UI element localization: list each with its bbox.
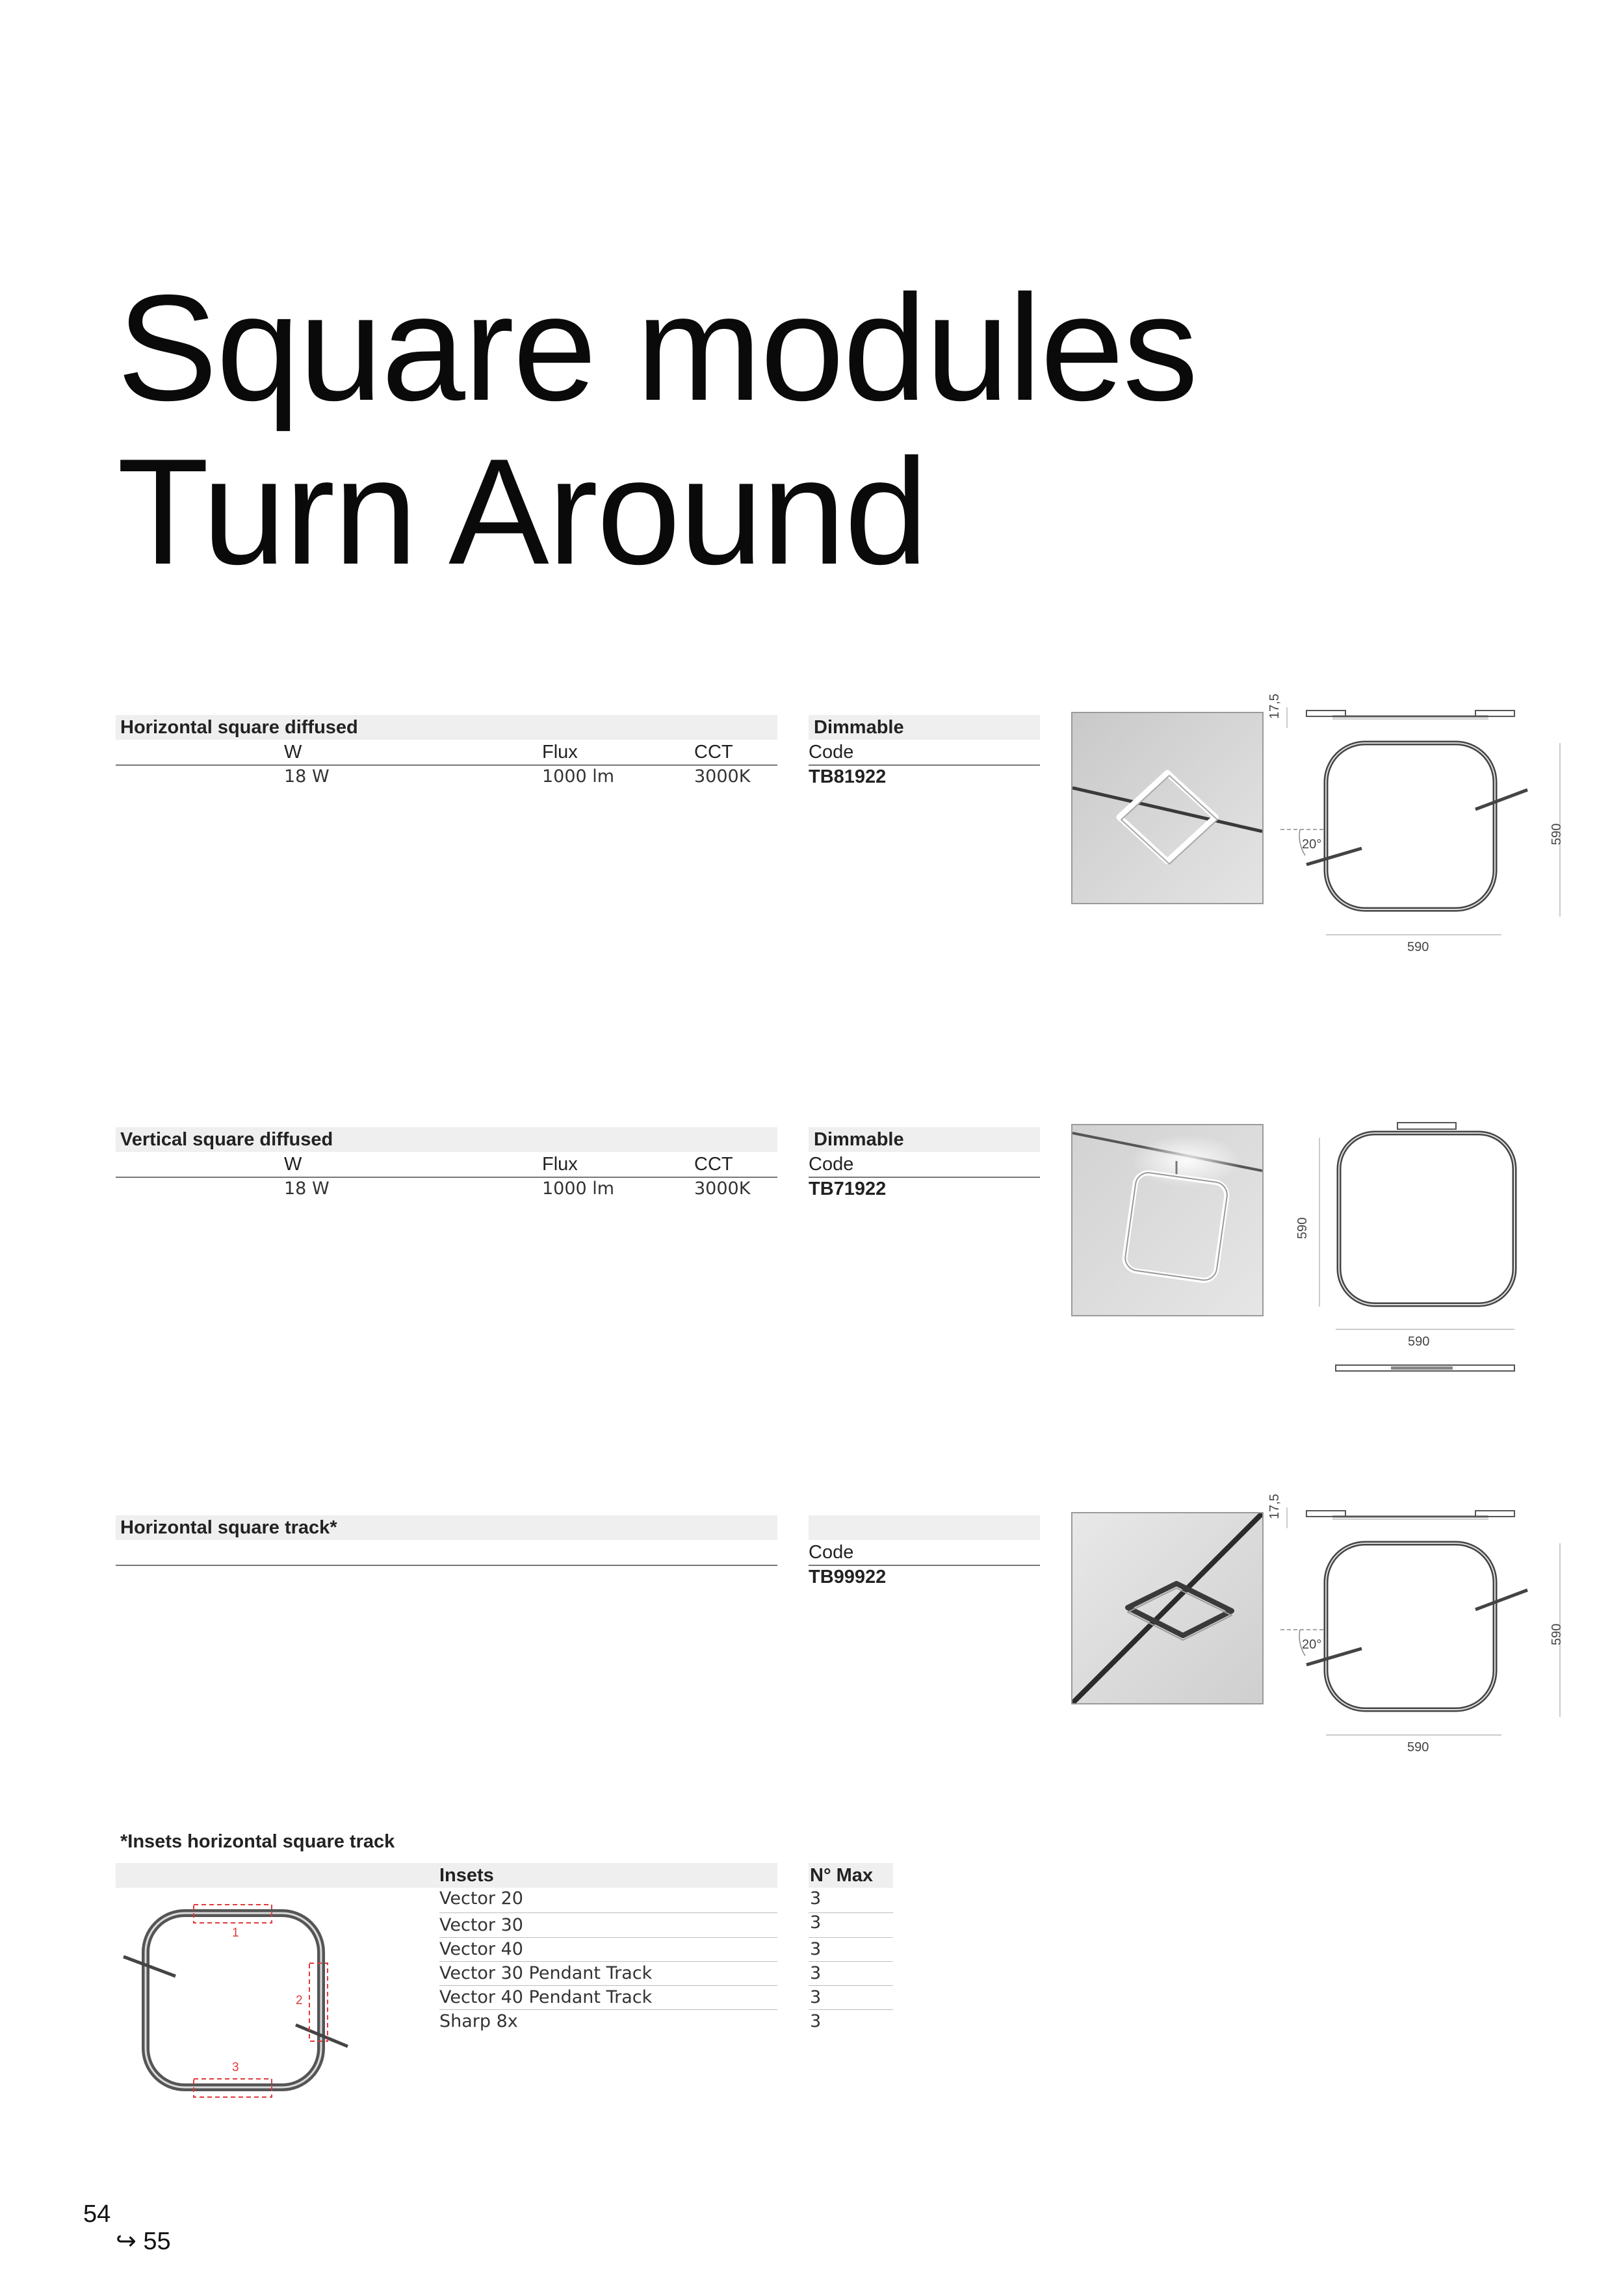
inset-marker-2: 2 [296, 1994, 303, 2007]
section-1-header-cct: CCT [694, 742, 733, 763]
inset-max-divider [809, 1937, 893, 1938]
inset-max-divider [809, 2009, 893, 2010]
section-2-title: Vertical square diffused [120, 1129, 333, 1150]
section-1-technical-drawing [1267, 702, 1579, 949]
section-2-header-flux: Flux [542, 1154, 578, 1175]
section-2-value-flux: 1000 lm [542, 1179, 615, 1199]
section-1-dim-angle: 20° [1302, 837, 1322, 852]
section-2-value-w: 18 W [284, 1179, 330, 1199]
section-1-title: Horizontal square diffused [120, 717, 358, 738]
section-1-header-w: W [284, 742, 302, 763]
inset-max-divider [809, 1912, 893, 1913]
insets-technical-drawing [110, 1892, 370, 2132]
inset-row-name: Vector 30 [439, 1915, 523, 1935]
page-title [117, 264, 1197, 596]
section-1-dim-side: 590 [1550, 823, 1564, 845]
inset-marker-3: 3 [232, 2061, 239, 2074]
section-1-product-photo [1071, 712, 1264, 904]
section-1-code: TB81922 [809, 766, 887, 787]
section-1-value-w: 18 W [284, 766, 330, 787]
inset-row-max: 3 [810, 2011, 822, 2031]
section-1-header-flux: Flux [542, 742, 578, 763]
section-2-rule [116, 1177, 777, 1178]
section-1-dimmable: Dimmable [814, 717, 904, 738]
inset-row-name: Vector 40 [439, 1939, 523, 1959]
section-3-rule [116, 1565, 777, 1566]
section-2-value-cct: 3000K [694, 1179, 751, 1199]
section-2-code: TB71922 [809, 1179, 887, 1199]
insets-col-max: N° Max [810, 1865, 874, 1886]
title-line-1: Square modules [117, 264, 1197, 432]
section-3-technical-drawing [1267, 1502, 1579, 1749]
section-3-dim-angle: 20° [1302, 1637, 1322, 1652]
section-3-dim-bottom: 590 [1407, 1740, 1429, 1755]
section-2-code-label: Code [809, 1154, 854, 1175]
insets-title: *Insets horizontal square track [120, 1831, 395, 1852]
section-2-dim-side: 590 [1295, 1217, 1310, 1239]
section-1-code-label: Code [809, 742, 854, 763]
inset-max-divider [809, 1961, 893, 1962]
section-2-header-cct: CCT [694, 1154, 733, 1175]
section-1-value-cct: 3000K [694, 766, 751, 787]
section-2-header-w: W [284, 1154, 302, 1175]
inset-marker-1: 1 [232, 1926, 239, 1940]
inset-row-max: 3 [810, 1987, 822, 2007]
inset-row-name: Vector 20 [439, 1888, 523, 1909]
section-1-rule [116, 764, 777, 766]
inset-row-max: 3 [810, 1963, 822, 1983]
page-number: 54 [83, 2200, 111, 2228]
inset-row-max: 3 [810, 1912, 822, 1933]
inset-row-divider [439, 1912, 777, 1913]
section-1-value-flux: 1000 lm [542, 766, 615, 787]
title-line-2: Turn Around [117, 428, 928, 596]
section-1-dim-top: 17,5 [1267, 694, 1282, 719]
section-3-title: Horizontal square track* [120, 1517, 337, 1538]
inset-row-max: 3 [810, 1939, 822, 1959]
inset-max-divider [809, 1985, 893, 1986]
section-1-dim-bottom: 590 [1407, 940, 1429, 954]
section-3-dim-side: 590 [1550, 1623, 1564, 1645]
section-3-code: TB99922 [809, 1567, 887, 1587]
next-page-link[interactable]: ↪ 55 [116, 2228, 171, 2255]
inset-row-name: Vector 40 Pendant Track [439, 1987, 653, 2007]
section-3-code-label: Code [809, 1542, 854, 1563]
section-2-dim-bottom: 590 [1408, 1335, 1430, 1349]
section-2-product-photo [1071, 1124, 1264, 1316]
inset-row-max: 3 [810, 1888, 822, 1909]
inset-row-name: Vector 30 Pendant Track [439, 1963, 653, 1983]
inset-row-name: Sharp 8x [439, 2011, 518, 2031]
section-3-product-photo [1071, 1512, 1264, 1704]
section-3-dim-top: 17,5 [1267, 1494, 1282, 1519]
insets-col-insets: Insets [439, 1865, 494, 1886]
section-3-right-bar [809, 1515, 1040, 1540]
section-2-dimmable: Dimmable [814, 1129, 904, 1150]
